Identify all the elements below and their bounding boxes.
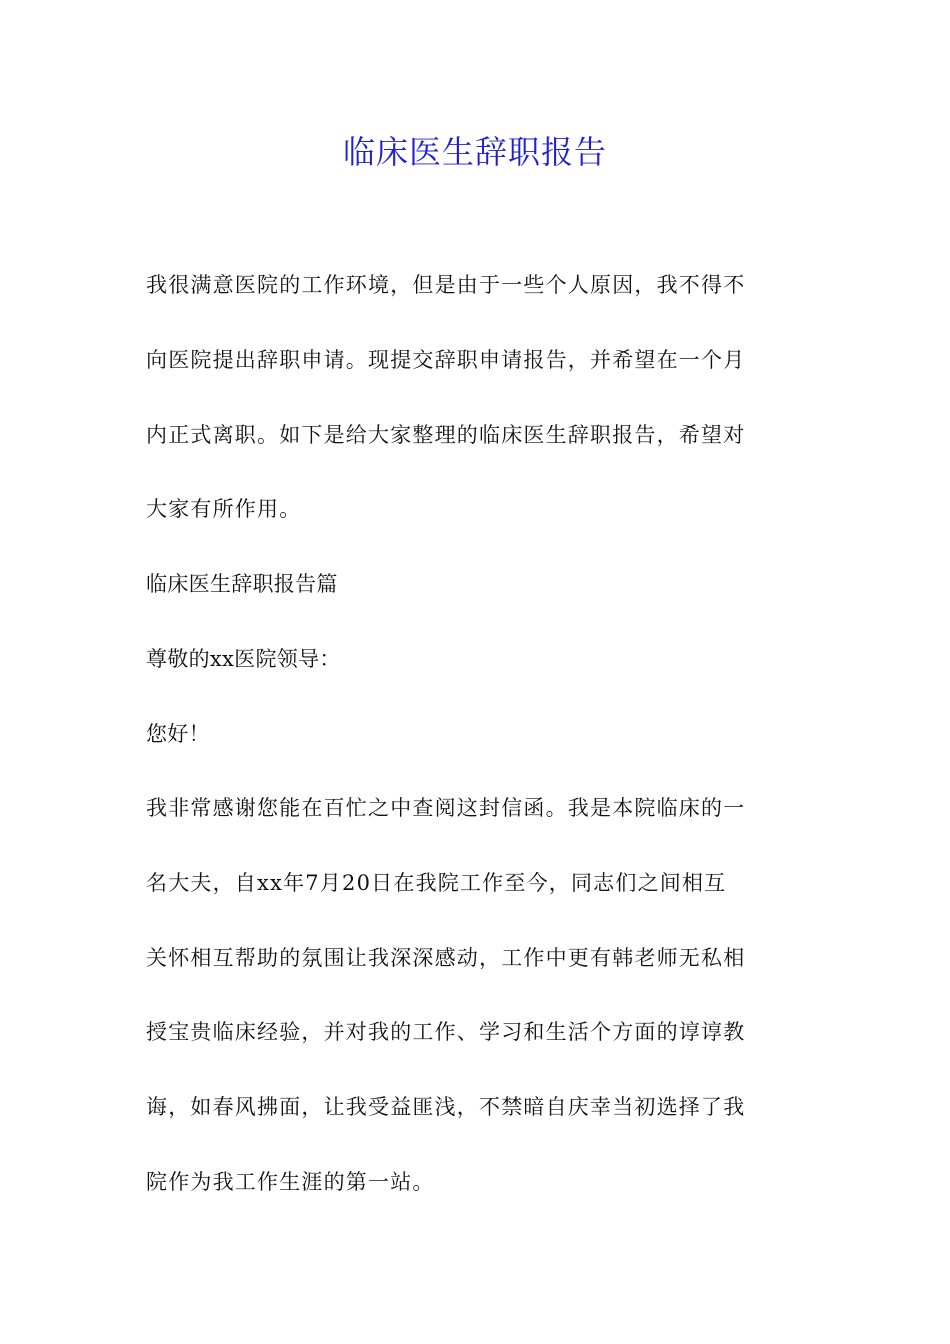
salutation: 尊敬的xx医院领导： (146, 647, 341, 671)
paragraph-line: 授宝贵临床经验，并对我的工作、学习和生活个方面的谆谆教 (146, 1020, 746, 1044)
section-heading: 临床医生辞职报告篇 (146, 572, 338, 596)
paragraph-line: 内正式离职。如下是给大家整理的临床医生辞职报告，希望对 (146, 423, 746, 447)
greeting: 您好！ (146, 722, 210, 746)
document-title: 临床医生辞职报告 (342, 133, 607, 171)
paragraph-line: 院作为我工作生涯的第一站。 (146, 1170, 435, 1194)
paragraph-line: 名大夫，自xx年7月20日在我院工作至今，同志们之间相互 (146, 871, 727, 895)
paragraph-line: 关怀相互帮助的氛围让我深深感动，工作中更有韩老师无私相 (146, 946, 746, 970)
paragraph-line: 我非常感谢您能在百忙之中查阅这封信函。我是本院临床的一 (146, 796, 746, 820)
paragraph-line: 大家有所作用。 (146, 497, 302, 521)
paragraph-line: 诲，如春风拂面，让我受益匪浅，不禁暗自庆幸当初选择了我 (146, 1095, 746, 1119)
paragraph-line: 我很满意医院的工作环境，但是由于一些个人原因，我不得不 (146, 273, 746, 297)
paragraph-line: 向医院提出辞职申请。现提交辞职申请报告，并希望在一个月 (146, 348, 746, 372)
